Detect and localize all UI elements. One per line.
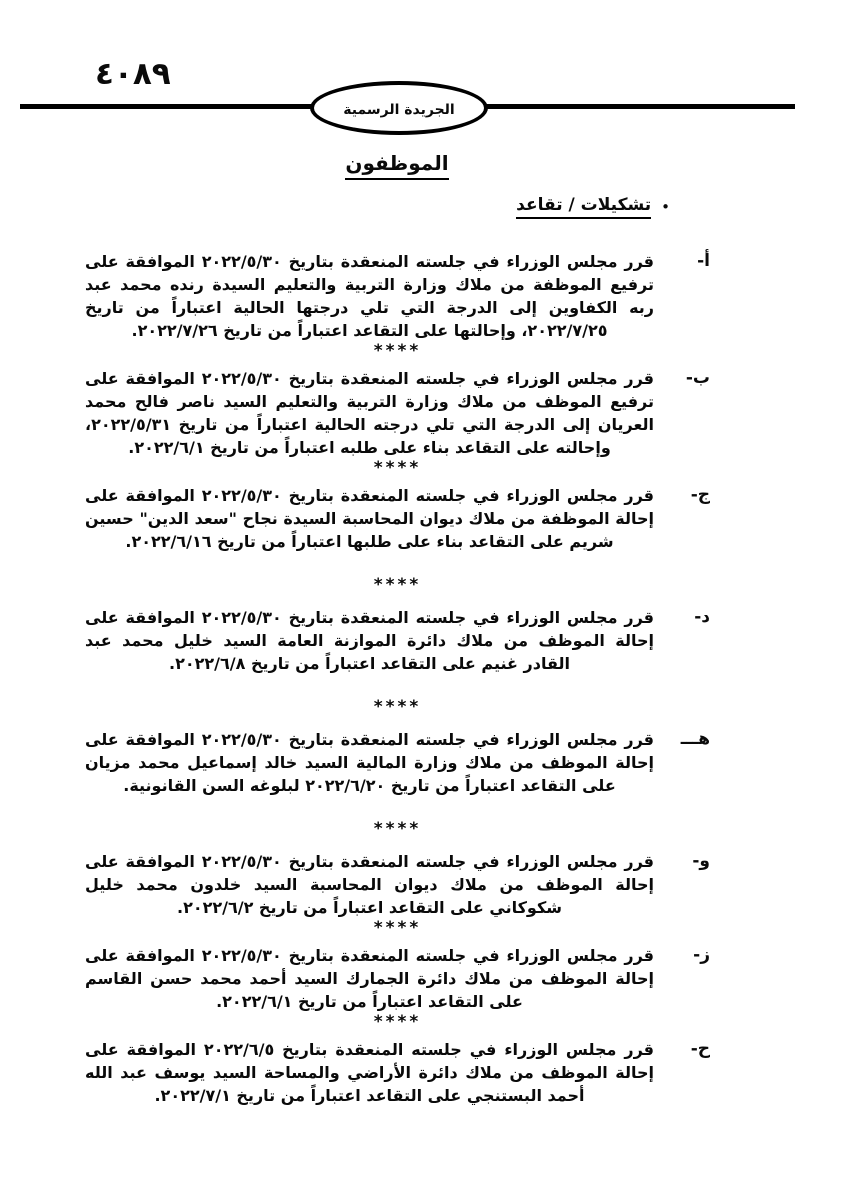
item-label: أ-	[697, 251, 710, 271]
subsection-title: تشكيلات / تقاعد	[516, 195, 651, 219]
separator-stars: ****	[373, 918, 422, 938]
decree-list	[85, 250, 710, 1107]
item-label: و-	[692, 851, 710, 871]
page-number: ٤٠٨٩	[95, 56, 171, 92]
decree-text: قرر مجلس الوزراء في جلسته المنعقدة بتاريخ ٢٠٢٢/٦/٥ الموافقة على إحالة الموظف من ملاك دائرة الأراضي والمساحة السيد يوسف عبد الله أحمد البستنجي على التقاعد اعتباراً من تاريخ ٢٠٢٢/٧/١.	[85, 1040, 654, 1105]
decree-text: قرر مجلس الوزراء في جلسته المنعقدة بتاريخ ٢٠٢٢/٥/٣٠ الموافقة على إحالة الموظف من ملاك ديوان المحاسبة السيد خلدون محمد خليل شكوكاني على التقاعد اعتباراً من تاريخ ٢٠٢٢/٦/٢.	[85, 852, 654, 917]
decree-text: قرر مجلس الوزراء في جلسته المنعقدة بتاريخ ٢٠٢٢/٥/٣٠ الموافقة على إحالة الموظف من ملاك دائرة الموازنة العامة السيد خليل محمد عبد القادر غنيم على التقاعد اعتباراً من تاريخ ٢٠٢٢/٦/٨.	[85, 608, 654, 673]
decree-item-z	[85, 944, 710, 1013]
separator-stars: ****	[373, 575, 422, 595]
decree-item-a	[85, 250, 710, 342]
decree-item-b	[85, 367, 710, 459]
separator-stars: ****	[373, 1012, 422, 1032]
section-title-row	[0, 151, 822, 180]
separator-stars: ****	[373, 697, 422, 717]
decree-item-w	[85, 850, 710, 919]
subsection-row	[0, 195, 670, 219]
gazette-banner-text: الجريدة الرسمية	[343, 102, 455, 118]
decree-text: قرر مجلس الوزراء في جلسته المنعقدة بتاريخ ٢٠٢٢/٥/٣٠ الموافقة على إحالة الموظف من ملاك دائرة الجمارك السيد أحمد محمد حسن القاسم على التقاعد اعتباراً من تاريخ ٢٠٢٢/٦/١.	[85, 946, 654, 1011]
decree-text: قرر مجلس الوزراء في جلسته المنعقدة بتاريخ ٢٠٢٢/٥/٣٠ الموافقة على إحالة الموظفة من ملاك ديوان المحاسبة السيدة نجاح "سعد الدين" حسين شريم على التقاعد بناء على طلبها اعتباراً من تاريخ ٢٠٢٢/٦/١٦.	[85, 486, 654, 551]
item-label: ب-	[685, 368, 710, 388]
decree-item-h	[85, 728, 710, 797]
decree-item-hh	[85, 1038, 710, 1107]
page-header	[0, 0, 850, 138]
separator-stars: ****	[373, 819, 422, 839]
item-label: ز-	[693, 945, 710, 965]
decree-item-d	[85, 606, 710, 675]
decree-text: قرر مجلس الوزراء في جلسته المنعقدة بتاريخ ٢٠٢٢/٥/٣٠ الموافقة على ترفيع الموظفة من ملاك وزارة التربية والتعليم السيدة رنده محمد عبد ربه الكفاوين إلى الدرجة التي تلي درجتها الحالية اعتباراً من تاريخ ٢٠٢٢/٧/٢٥، وإحالتها على التقاعد اعتباراً من تاريخ ٢٠٢٢/٧/٢٦.	[85, 252, 654, 340]
decree-text: قرر مجلس الوزراء في جلسته المنعقدة بتاريخ ٢٠٢٢/٥/٣٠ الموافقة على ترفيع الموظف من ملاك وزارة التربية والتعليم السيد ناصر فالح محمد العريان إلى الدرجة التي تلي درجته الحالية اعتباراً من تاريخ ٢٠٢٢/٥/٣١، وإحالته على التقاعد بناء على طلبه اعتباراً من تاريخ ٢٠٢٢/٦/١.	[85, 369, 654, 457]
section-title: الموظفون	[345, 151, 448, 180]
decree-text: قرر مجلس الوزراء في جلسته المنعقدة بتاريخ ٢٠٢٢/٥/٣٠ الموافقة على إحالة الموظف من ملاك وزارة المالية السيد خالد إسماعيل محمد مزيان على التقاعد اعتباراً من تاريخ ٢٠٢٢/٦/٢٠ لبلوغه السن القانونية.	[85, 730, 654, 795]
gazette-banner-oval	[310, 81, 488, 135]
item-label: د-	[694, 607, 710, 627]
separator-stars: ****	[373, 341, 422, 361]
item-label: هـــ	[680, 729, 710, 749]
item-label: ج-	[690, 485, 710, 505]
separator-stars: ****	[373, 458, 422, 478]
decree-item-j	[85, 484, 710, 553]
bullet-icon: •	[661, 197, 670, 216]
item-label: ح-	[690, 1039, 710, 1059]
